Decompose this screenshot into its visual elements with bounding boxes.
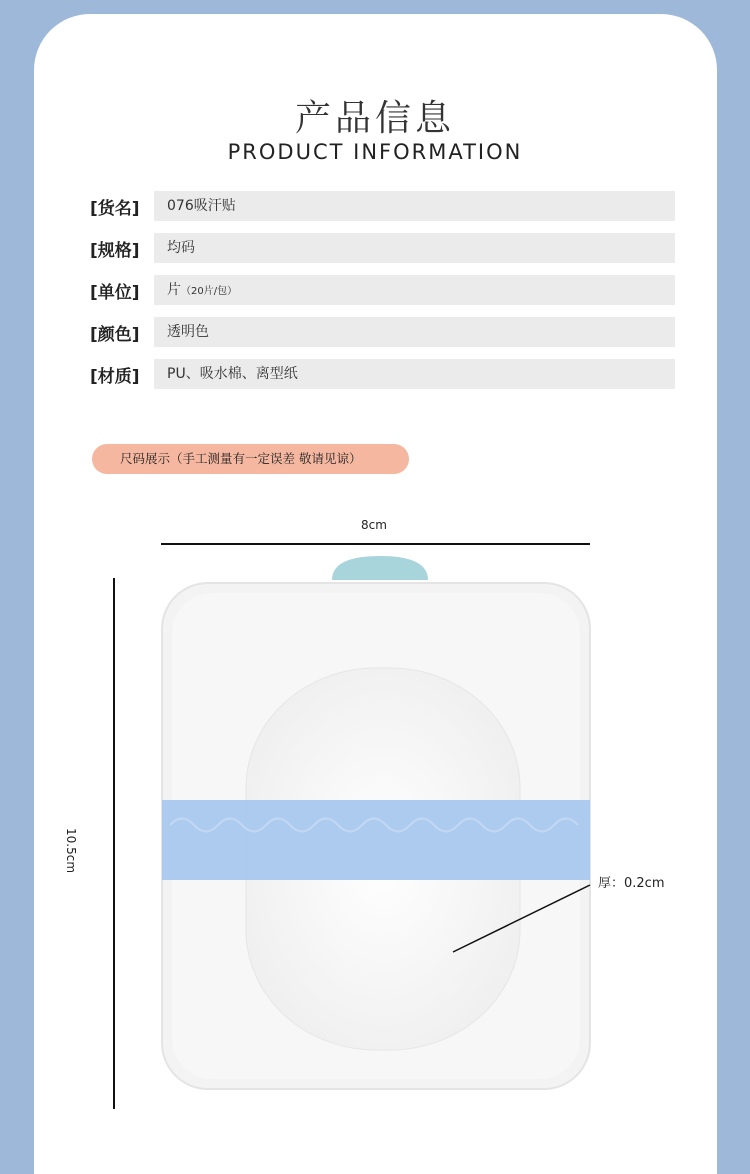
info-value: 片（20片/包） (154, 275, 675, 305)
info-row-name (90, 191, 676, 221)
info-value: 076吸汗贴 (154, 191, 675, 221)
info-row-unit (90, 275, 676, 305)
info-row-material (90, 359, 676, 389)
info-label: [货名] (90, 199, 140, 219)
info-label: [材质] (90, 367, 140, 387)
info-label: [规格] (90, 241, 140, 261)
info-label: [颜色] (90, 325, 140, 345)
width-line (161, 543, 590, 545)
info-value: 均码 (154, 233, 675, 263)
info-row-color (90, 317, 676, 347)
info-value: 透明色 (154, 317, 675, 347)
info-label: [单位] (90, 283, 140, 303)
width-label: 8cm (361, 518, 387, 532)
release-tab (332, 556, 428, 580)
release-band (162, 800, 590, 880)
size-banner: 尺码展示（手工测量有一定误差 敬请见谅） (92, 444, 409, 474)
unit-note: （20片/包） (181, 286, 238, 297)
info-value: PU、吸水棉、离型纸 (154, 359, 675, 389)
thickness-label: 厚：0.2cm (598, 876, 665, 891)
page-subtitle: PRODUCT INFORMATION (227, 140, 523, 164)
product-image (150, 550, 610, 1110)
height-line (113, 578, 115, 1109)
page-title: 产品信息 (294, 98, 455, 139)
info-row-spec (90, 233, 676, 263)
height-label: 10.5cm (64, 828, 78, 874)
